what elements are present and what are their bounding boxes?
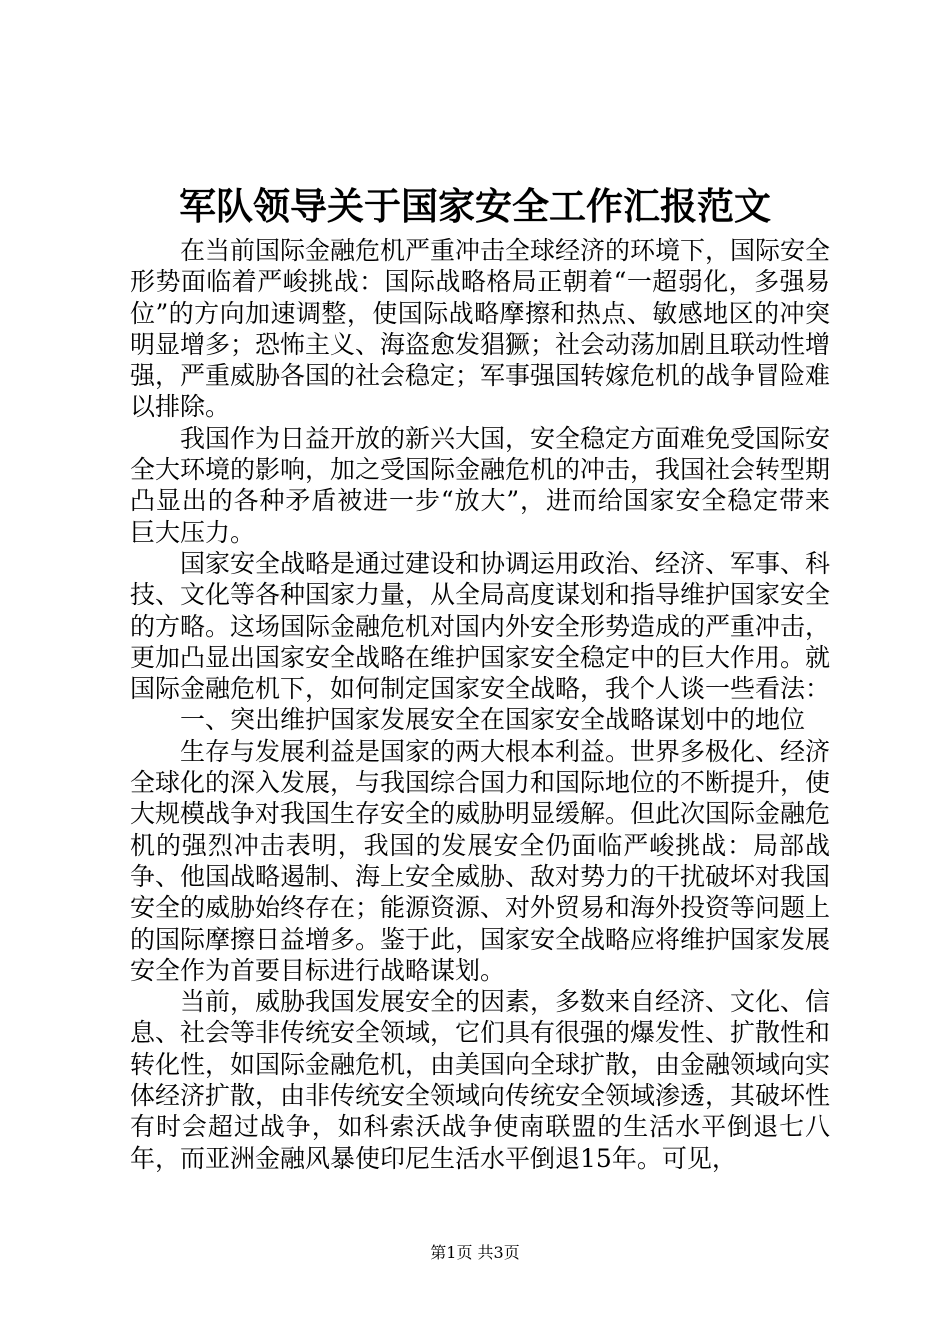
- page-number: 第1页 共3页: [430, 1243, 520, 1262]
- paragraph: 我国作为日益开放的新兴大国，安全稳定方面难免受国际安全大环境的影响，加之受国际金融危机的冲击，我国社会转型期凸显出的各种矛盾被进一步“放大”，进而给国家安全稳定带来巨大压力。: [130, 423, 831, 547]
- document-body: [130, 235, 830, 1174]
- document-title: 军队领导关于国家安全工作汇报范文: [179, 184, 771, 228]
- paragraph: 当前，威胁我国发展安全的因素，多数来自经济、文化、信息、社会等非传统安全领域，它们具有很强的爆发性、扩散性和转化性，如国际金融危机，由美国向全球扩散，由金融领域向实体经济扩散，由非传统安全领域向传统安全领域渗透，其破坏性有时会超过战争，如科索沃战争使南联盟的生活水平倒退七八年，而亚洲金融风暴使印尼生活水平倒退15年。可见，: [130, 987, 831, 1173]
- paragraph: 在当前国际金融危机严重冲击全球经济的环境下，国际安全形势面临着严峻挑战：国际战略格局正朝着“一超弱化，多强易位”的方向加速调整，使国际战略摩擦和热点、敏感地区的冲突明显增多；恐怖主义、海盗愈发猖獗；社会动荡加剧且联动性增强，严重威胁各国的社会稳定；军事强国转嫁危机的战争冒险难以排除。: [130, 236, 831, 422]
- section-heading: 一、突出维护国家发展安全在国家安全战略谋划中的地位: [180, 705, 806, 735]
- paragraph: 国家安全战略是通过建设和协调运用政治、经济、军事、科技、文化等各种国家力量，从全局高度谋划和指导维护国家安全的方略。这场国际金融危机对国内外安全形势造成的严重冲击，更加凸显出国家安全战略在维护国家安全稳定中的巨大作用。就国际金融危机下，如何制定国家安全战略，我个人谈一些看法：: [130, 548, 831, 704]
- paragraph: 生存与发展利益是国家的两大根本利益。世界多极化、经济全球化的深入发展，与我国综合国力和国际地位的不断提升，使大规模战争对我国生存安全的威胁明显缓解。但此次国际金融危机的强烈冲击表明，我国的发展安全仍面临严峻挑战：局部战争、他国战略遏制、海上安全威胁、敌对势力的干扰破坏对我国安全的威胁始终存在；能源资源、对外贸易和海外投资等问题上的国际摩擦日益增多。鉴于此，国家安全战略应将维护国家发展安全作为首要目标进行战略谋划。: [130, 736, 831, 985]
